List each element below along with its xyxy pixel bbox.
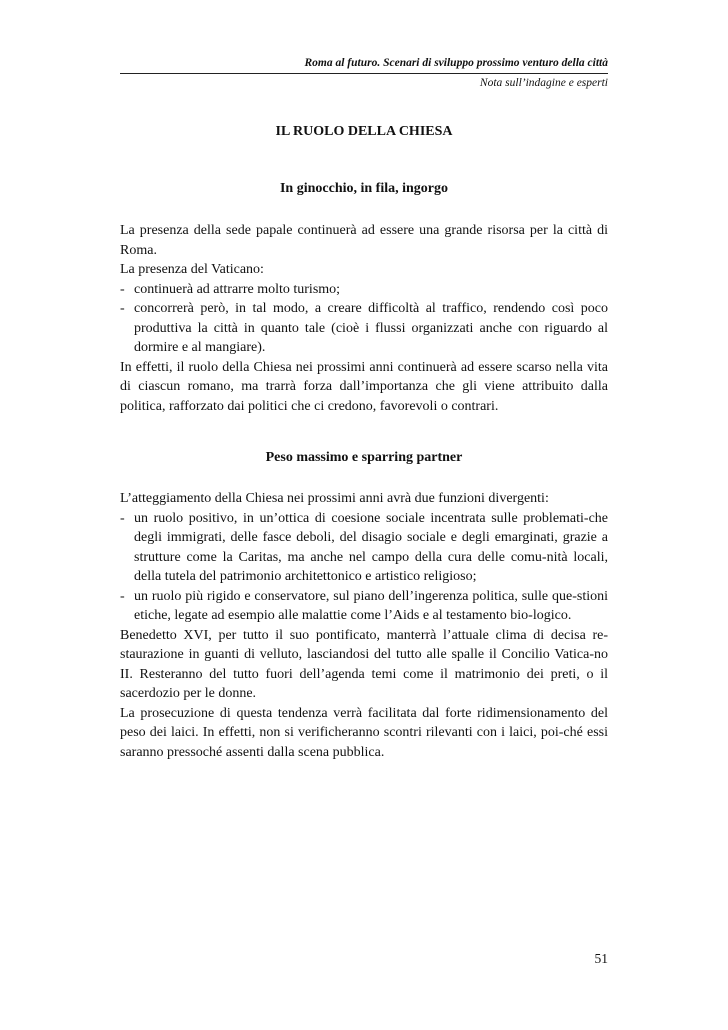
list-item: - un ruolo più rigido e conservatore, sul piano dell’ingerenza politica, sulle que-stioni etiche, legate ad esempio alle malattie come l’Aids e al testamento bio-logico. bbox=[120, 587, 608, 626]
chapter-title: IL RUOLO DELLA CHIESA bbox=[275, 124, 453, 139]
section-body-1 bbox=[120, 221, 608, 416]
header-divider bbox=[120, 73, 608, 74]
paragraph: La presenza del Vaticano: bbox=[120, 262, 264, 277]
bullet-list bbox=[120, 509, 608, 626]
running-header-subtitle: Nota sull’indagine e esperti bbox=[479, 77, 608, 89]
section-body-2 bbox=[120, 489, 608, 762]
list-item: - continuerà ad attrarre molto turismo; bbox=[120, 280, 608, 300]
paragraph: L’atteggiamento della Chiesa nei prossimi anni avrà due funzioni divergenti: bbox=[120, 491, 549, 506]
bullet-list bbox=[120, 280, 608, 358]
list-item: - un ruolo positivo, in un’ottica di coesione sociale incentrata sulle problemati-che degli immigrati, delle fasce deboli, del disagio sociale e degli emarginati, grazie a strutture come la Caritas, ma anche nel campo della cura delle comu-nità locali, della tutela del patrimonio architettonico e artistico religioso; bbox=[120, 509, 608, 587]
paragraph: Benedetto XVI, per tutto il suo pontificato, manterrà l’attuale clima di decisa re-staurazione in guanti di velluto, lasciandosi del tutto alle spalle il Concilio Vatica-no II. Resteranno del tutto fuori dell’agenda temi come il matrimonio dei preti, o il sacerdozio per le donne. bbox=[120, 627, 608, 701]
running-header-title: Roma al futuro. Scenari di sviluppo prossimo venturo della città bbox=[304, 57, 608, 69]
section-heading-1: In ginocchio, in fila, ingorgo bbox=[279, 181, 449, 196]
paragraph: La prosecuzione di questa tendenza verrà facilitata dal forte ridimensionamento del peso dei laici. In effetti, non si verificheranno scontri rilevanti con i laici, poi-ché essi saranno pressoché assenti dalla scena pubblica. bbox=[120, 705, 608, 760]
section-heading-2: Peso massimo e sparring partner bbox=[265, 450, 463, 465]
paragraph: In effetti, il ruolo della Chiesa nei prossimi anni continuerà ad essere scarso nella vita di ciascun romano, ma trarrà forza dall’importanza che gli viene attribuito dalla politica, rafforzato dai politici che ci credono, favorevoli o contrari. bbox=[120, 359, 608, 414]
list-item: - concorrerà però, in tal modo, a creare difficoltà al traffico, rendendo così poco produttiva la città in quanto tale (cioè i flussi organizzati anche con riguardo al dormire e al mangiare). bbox=[120, 299, 608, 358]
paragraph: La presenza della sede papale continuerà ad essere una grande risorsa per la città di Roma. bbox=[120, 223, 608, 258]
page-number: 51 bbox=[594, 951, 608, 966]
